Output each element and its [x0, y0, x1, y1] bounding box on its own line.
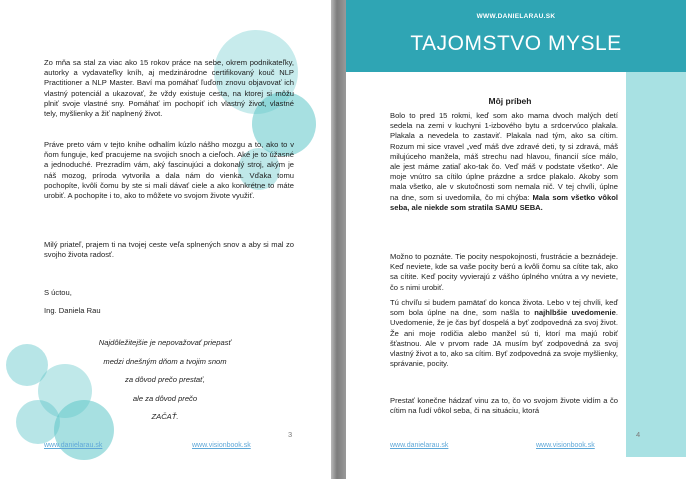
story-paragraph-2: Možno to poznáte. Tie pocity nespokojnosti, frustrácie a beznádeje. Keď neviete, kde sa vaše pocity berú a kvôli čomu sa cítite tak, ako sa cítite. Keď pocity vyvierajú z vášho úplného vnútra a vy neviete, čo s nimi urobiť. — [390, 252, 618, 292]
footer-link-danielarau[interactable]: www.danielarau.sk — [44, 442, 103, 449]
quote-line: Najdôležitejšie je nepovažovať priepasť — [98, 338, 232, 347]
story-bold-text: Mala som všetko vôkol seba, ale niekde som stratila SAMU SEBA. — [390, 192, 618, 212]
story-text: Bolo to pred 15 rokmi, keď som ako mama dvoch malých detí sedela na zemi v kuchyni 1-izbového bytu a srdcervúco plakala. Plakala a nevedela to zastaviť. Plakala nad tým, ako sa cítim. Rozum mi sice vravel „veď máš dve zdravé deti, ty si zdravá, máš milujúceho manžela, máš strechu nad hlavou, financií síce málo, ale jest máme zatiaľ ako-tak čo. Veď máš v podstate všetko“. Ale moje vnútro sa cítilo úplne prázdne a srdce plakalo. Akoby som mala všetko, ale v skutočnosti som nemala nič. V tej chvíli, úplne na dne, som si uvedomila, čo mi chýba: — [390, 111, 618, 202]
page-number: 4 — [636, 430, 641, 439]
page-number: 3 — [288, 430, 293, 439]
wish-paragraph: Milý priateľ, prajem ti na tvojej ceste veľa splnených snov a aby si mal zo svojho života radosť. — [44, 240, 294, 260]
header-url: WWW.DANIELARAU.SK — [476, 13, 556, 20]
right-page — [346, 0, 686, 479]
footer-link-visionbook[interactable]: www.visionbook.sk — [192, 442, 251, 449]
footer-link-visionbook[interactable]: www.visionbook.sk — [536, 442, 595, 449]
section-title: Môj príbeh — [488, 96, 532, 106]
signature: Ing. Daniela Rau — [44, 306, 101, 315]
quote-line: medzi dnešným dňom a tvojim snom — [103, 356, 227, 366]
left-page — [0, 0, 331, 479]
page-title: TAJOMSTVO MYSLE — [410, 32, 622, 55]
story-text: . Uvedomenie, že je čas byť dospelá a byť zodpovedná za svoj život. Že ani moje rodičia alebo manžel sú ti, ktorí ma majú robiť šťastnou. Ale v prvom rade JA musím byť zodpovedná za svoj vlastný život a to, ako sa cítim. Byť zodpovedná za svoje myšlienky, správanie, pocity. — [390, 308, 618, 369]
side-strip — [626, 72, 686, 457]
signoff: S úctou, — [44, 288, 72, 297]
story-text: Tú chvíľu si budem pamätať do konca života. Lebo v tej chvíli, keď som bola úplne na dne, som našla to — [390, 298, 618, 318]
book-paragraph: Práve preto vám v tejto knihe odhalím kúzlo nášho mozgu a to, ako to v ňom funguje, keď pracujeme na svojich snoch a cieľoch. Aké je to úžasné a jednoduché. Prezradím vám, aký fascinujúci a dokonalý stroj, akým je náš mozog, príroda vytvorila a dala nám do vienka. Vďaka tomu pochopíte, kvôli čomu by ste si mali dávať ciele a ako konkrétne to máte urobiť. A pochopíte i to, ako to môžete vo svojom živote využiť. — [44, 140, 294, 201]
footer-link-danielarau[interactable]: www.danielarau.sk — [390, 442, 449, 449]
story-paragraph-3 — [390, 298, 618, 369]
page-gutter — [331, 0, 346, 479]
story-paragraph-1 — [390, 111, 618, 213]
story-paragraph-4: Prestať konečne hádzať vinu za to, čo vo svojom živote vidím a čo cítim na ľudí vôkol seba, či na situáciu, ktorá — [390, 396, 618, 416]
intro-paragraph: Zo mňa sa stal za viac ako 15 rokov práce na sebe, okrem podnikateľky, autorky a vydavateľky kníh, aj medzinárodne certifikovaný kouč NLP Practitioner a NLP Master. Baví ma pomáhať ľuďom znovu objavovať ich vlastný potenciál a ukazovať, že vždy existuje cesta, na ktorej si môžu plniť svoje vlastné sny. Pomáhať im pochopiť ich vlastný život, vlastné tely, myšlienky a žiť naplnený život. — [44, 58, 294, 119]
quote-line: ZAČAŤ. — [151, 412, 179, 422]
quote — [40, 334, 290, 427]
quote-line: ale za dôvod prečo — [132, 393, 198, 403]
quote-line: za dôvod prečo prestať, — [125, 375, 205, 385]
story-bold-text: najhlbšie uvedomenie — [534, 308, 616, 318]
